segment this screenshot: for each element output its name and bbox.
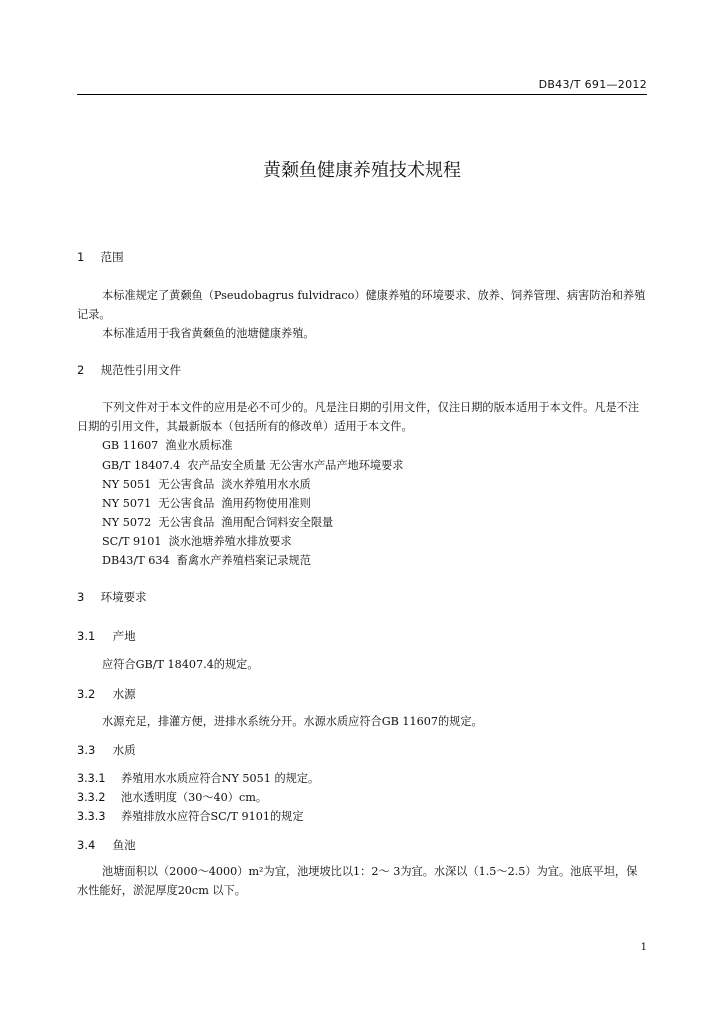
section-number: 1 [77,250,85,264]
section-title: 水质 [112,743,136,757]
clause-number: 3.3.3 [77,810,106,823]
section-number: 3.4 [77,838,96,852]
section-title: 水源 [112,687,136,701]
clause-number: 3.3.2 [77,791,106,804]
section-number: 3.1 [77,629,96,643]
clause-text: 养殖排放水应符合SC/T 9101的规定 [121,810,304,823]
water-quality-item [77,770,319,786]
references-intro-paragraph: 下列文件对于本文件的应用是必不可少的。凡是注日期的引用文件，仅注日期的版本适用于本文件。凡是不注日期的引用文件，其最新版本（包括所有的修改单）适用于本文件。 [77,401,640,433]
page-number: 1 [640,942,647,953]
section-title: 范围 [100,250,124,264]
subsection-heading-water-source [77,686,136,702]
section-heading-references [77,362,181,378]
section-number: 3 [77,590,85,604]
section-heading-environment [77,589,147,605]
reference-item: NY 5051 无公害食品 淡水养殖用水水质 [102,478,311,491]
reference-item: NY 5072 无公害食品 渔用配合饲料安全限量 [102,516,334,529]
clause-text: 养殖用水水质应符合NY 5051 的规定。 [121,772,320,785]
subsection-heading-origin [77,628,136,644]
reference-item: NY 5071 无公害食品 渔用药物使用准则 [102,497,311,510]
section-title: 产地 [112,629,136,643]
section-number: 2 [77,363,85,377]
header-rule [77,94,647,95]
section-number: 3.3 [77,743,96,757]
reference-item: GB 11607 渔业水质标准 [102,439,233,452]
reference-item: SC/T 9101 淡水池塘养殖水排放要求 [102,535,292,548]
document-title: 黄颡鱼健康养殖技术规程 [263,160,461,181]
subsection-heading-water-quality [77,742,136,758]
document-code: DB43/T 691—2012 [538,78,647,91]
origin-paragraph: 应符合GB/T 18407.4的规定。 [102,658,259,671]
clause-text: 池水透明度（30～40）cm。 [121,791,268,804]
section-title: 规范性引用文件 [100,363,182,377]
scope-paragraph-2: 本标准适用于我省黄颡鱼的池塘健康养殖。 [102,327,315,340]
water-source-paragraph: 水源充足，排灌方便，进排水系统分开。水源水质应符合GB 11607的规定。 [102,715,483,728]
scope-paragraph-1: 本标准规定了黄颡鱼（Pseudobagrus fulvidraco）健康养殖的环境要求、放养、饲养管理、病害防治和养殖记录。 [77,289,646,321]
section-title: 鱼池 [112,838,136,852]
water-quality-item [77,808,304,824]
subsection-heading-pond [77,837,136,853]
clause-number: 3.3.1 [77,772,106,785]
reference-item: GB/T 18407.4 农产品安全质量 无公害水产品产地环境要求 [102,459,404,472]
reference-item: DB43/T 634 畜禽水产养殖档案记录规范 [102,554,311,567]
section-number: 3.2 [77,687,96,701]
pond-paragraph: 池塘面积以（2000～4000）m²为宜，池埂坡比以1：2～ 3为宜。水深以（1.5～2.5）为宜。池底平坦，保水性能好，淤泥厚度20cm 以下。 [77,865,638,897]
section-title: 环境要求 [100,590,147,604]
section-heading-scope [77,249,124,265]
water-quality-item [77,789,267,805]
